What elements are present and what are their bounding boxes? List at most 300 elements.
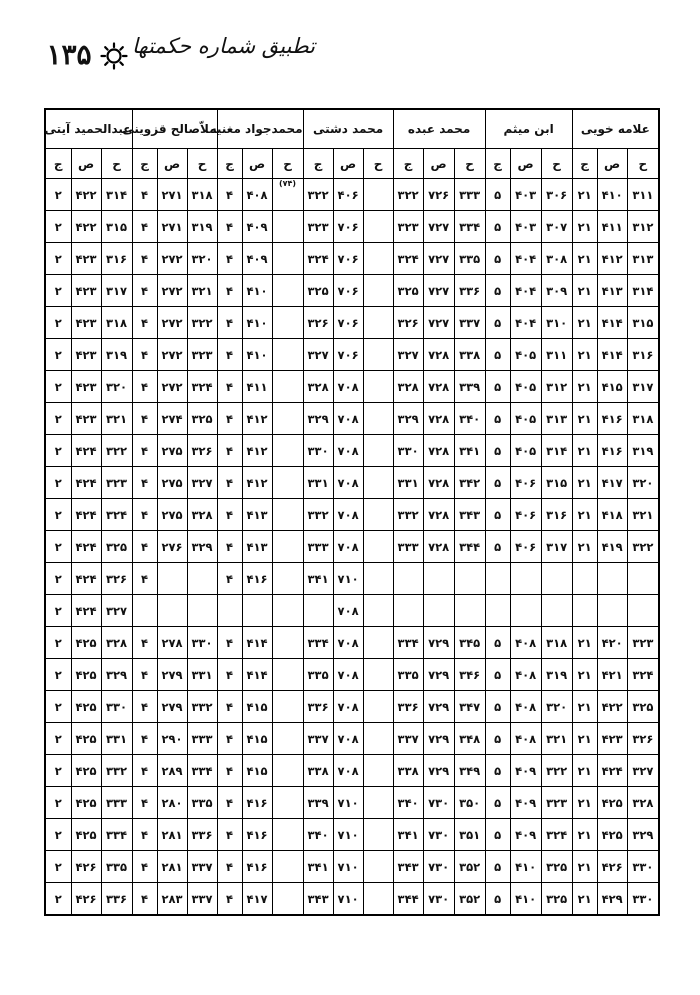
sub-header: ح: [363, 149, 393, 179]
sub-header: ص: [597, 149, 627, 179]
table-cell: ۴۲۵: [71, 659, 101, 691]
table-cell: ۳۲۱: [627, 499, 659, 531]
table-cell: ۴: [217, 691, 242, 723]
table-cell: ۴: [132, 307, 157, 339]
table-cell: ۲۷۶: [157, 531, 187, 563]
table-cell: ۳۱۵: [541, 467, 572, 499]
table-cell: ۷۰۸: [333, 627, 363, 659]
table-cell: ۳۲۳: [303, 211, 333, 243]
table-cell: ۳۳۵: [101, 851, 132, 883]
table-cell: ۷۲۸: [423, 371, 454, 403]
table-cell: ۳۲۴: [303, 243, 333, 275]
table-cell: ۷۰۸: [333, 467, 363, 499]
table-cell: ۴: [217, 531, 242, 563]
table-cell: ۷۰۸: [333, 531, 363, 563]
empty-cell: [272, 595, 303, 627]
table-cell: ۳۲۴: [541, 819, 572, 851]
table-cell: ۳۲۳: [187, 339, 217, 371]
table-cell: ۲۷۵: [157, 499, 187, 531]
table-cell: [597, 595, 627, 627]
table-cell: ۷۰۸: [333, 595, 363, 627]
table-cell: ۳۳۰: [187, 627, 217, 659]
sub-header: ج: [572, 149, 597, 179]
table-cell: ۵: [485, 307, 510, 339]
table-cell: ۵: [485, 403, 510, 435]
empty-cell: [363, 659, 393, 691]
table-cell: [541, 563, 572, 595]
sub-header: ح: [187, 149, 217, 179]
table-cell: ۴۰۴: [510, 275, 541, 307]
sub-header: ح: [541, 149, 572, 179]
group-header: محمد دشتى: [303, 109, 393, 149]
table-cell: ۲: [45, 755, 71, 787]
table-row: [45, 499, 659, 531]
table-cell: ۳۲۰: [187, 243, 217, 275]
table-cell: ۳۲۱: [541, 723, 572, 755]
table-cell: ۳۲۲: [101, 435, 132, 467]
table-cell: ۴۱۱: [597, 211, 627, 243]
table-cell: ۵: [485, 211, 510, 243]
table-cell: [627, 595, 659, 627]
table-cell: ۲: [45, 339, 71, 371]
table-cell: ۲۷۵: [157, 435, 187, 467]
table-cell: [303, 595, 333, 627]
table-cell: ۳۳۸: [454, 339, 485, 371]
table-cell: ۳۳۰: [627, 851, 659, 883]
table-cell: ۵: [485, 755, 510, 787]
table-cell: ۳۲۵: [541, 883, 572, 916]
table-cell: ۳۱۴: [101, 179, 132, 211]
table-cell: [217, 595, 242, 627]
table-cell: ۴۲۱: [597, 659, 627, 691]
table-cell: ۴۱۶: [242, 787, 272, 819]
table-cell: ۲۱: [572, 467, 597, 499]
table-cell: ۳۳۳: [101, 787, 132, 819]
table-cell: ۲: [45, 435, 71, 467]
table-cell: ۳۳۹: [303, 787, 333, 819]
table-cell: ۳۴۳: [454, 499, 485, 531]
table-cell: ۲۱: [572, 339, 597, 371]
group-header: محمدجواد مغنيه: [217, 109, 303, 149]
table-cell: ۴۰۹: [510, 755, 541, 787]
table-cell: ۲۱: [572, 787, 597, 819]
table-cell: ۴۲۶: [71, 883, 101, 916]
empty-cell: [272, 307, 303, 339]
table-cell: ۳۳۷: [454, 307, 485, 339]
table-cell: ۲: [45, 787, 71, 819]
table-cell: ۵: [485, 275, 510, 307]
table-cell: ۷۲۷: [423, 275, 454, 307]
table-cell: ۳۳۶: [187, 819, 217, 851]
table-body: [45, 179, 659, 916]
table-cell: ۲۷۲: [157, 339, 187, 371]
table-cell: ۴: [217, 371, 242, 403]
table-cell: ۴: [132, 467, 157, 499]
table-row: [45, 883, 659, 916]
table-cell: ۳۴۱: [303, 563, 333, 595]
empty-cell: [363, 339, 393, 371]
table-cell: ۳۱۹: [627, 435, 659, 467]
table-cell: ۷۱۰: [333, 851, 363, 883]
group-header: ملاّصالح قزوينى: [132, 109, 217, 149]
table-cell: ۳۳۱: [303, 467, 333, 499]
table-cell: ۴۰۴: [510, 307, 541, 339]
table-cell: ۳۳۲: [187, 691, 217, 723]
table-cell: ۳۲۹: [627, 819, 659, 851]
empty-cell: [272, 563, 303, 595]
table-cell: ۳۱۳: [627, 243, 659, 275]
empty-cell: [272, 531, 303, 563]
table-cell: ۷۰۸: [333, 499, 363, 531]
table-cell: ۷۲۸: [423, 467, 454, 499]
table-cell: ۴۲۵: [71, 627, 101, 659]
table-cell: ۴۰۹: [242, 211, 272, 243]
table-cell: [187, 563, 217, 595]
table-cell: ۴۲۵: [71, 691, 101, 723]
table-cell: ۳۱۱: [627, 179, 659, 211]
table-cell: ۷۳۰: [423, 787, 454, 819]
empty-cell: [272, 723, 303, 755]
table-cell: ۳۴۰: [393, 787, 423, 819]
table-cell: ۲۱: [572, 819, 597, 851]
table-cell: ۷۲۸: [423, 339, 454, 371]
table-cell: [393, 595, 423, 627]
table-cell: ۳۱۶: [627, 339, 659, 371]
table-cell: ۲۱: [572, 851, 597, 883]
table-cell: ۴: [132, 659, 157, 691]
table-cell: ۳۲۷: [303, 339, 333, 371]
table-cell: ۴۰۶: [510, 467, 541, 499]
table-cell: ۵: [485, 883, 510, 916]
table-cell: ۳۳۰: [627, 883, 659, 916]
table-cell: ۷۰۸: [333, 755, 363, 787]
table-cell: ۳۲۸: [627, 787, 659, 819]
table-cell: ۴: [217, 723, 242, 755]
table-cell: ۳۲۸: [101, 627, 132, 659]
table-cell: ۴۱۲: [597, 243, 627, 275]
table-cell: ۳۲۴: [187, 371, 217, 403]
table-cell: ۵: [485, 243, 510, 275]
table-cell: ۲۱: [572, 883, 597, 916]
table-cell: ۴۲۴: [71, 435, 101, 467]
table-cell: ۷۰۸: [333, 691, 363, 723]
table-row: [45, 851, 659, 883]
table-cell: ۳۳۵: [393, 659, 423, 691]
table-cell: ۴۲۹: [597, 883, 627, 916]
table-cell: ۳۲۵: [627, 691, 659, 723]
sub-header: ج: [485, 149, 510, 179]
table-cell: ۴۱۴: [242, 627, 272, 659]
table-cell: ۲: [45, 499, 71, 531]
table-cell: ۲۱: [572, 435, 597, 467]
table-cell: ۳۴۴: [393, 883, 423, 916]
table-cell: ۴۱۶: [242, 819, 272, 851]
empty-cell: [363, 467, 393, 499]
table-cell: ۳۵۱: [454, 819, 485, 851]
table-cell: ۴: [132, 691, 157, 723]
table-cell: ۷۰۶: [333, 243, 363, 275]
table-cell: ۴۲۲: [597, 691, 627, 723]
empty-cell: [272, 659, 303, 691]
table-cell: ۴۱۰: [242, 339, 272, 371]
empty-cell: [272, 851, 303, 883]
table-cell: ۴۰۵: [510, 435, 541, 467]
table-cell: ۵: [485, 819, 510, 851]
table-cell: [132, 595, 157, 627]
table-cell: ۴۱۲: [242, 435, 272, 467]
empty-cell: [272, 403, 303, 435]
table-cell: ۲۸۱: [157, 819, 187, 851]
table-cell: [485, 563, 510, 595]
table-cell: ۳۲۵: [393, 275, 423, 307]
table-cell: ۵: [485, 723, 510, 755]
sub-header: ح: [101, 149, 132, 179]
table-cell: ۵: [485, 787, 510, 819]
table-cell: ۴۲۲: [71, 179, 101, 211]
table-cell: ۲: [45, 659, 71, 691]
table-cell: ۳۱۳: [541, 403, 572, 435]
table-row: [45, 339, 659, 371]
table-cell: ۴: [217, 403, 242, 435]
table-cell: ۲۷۹: [157, 659, 187, 691]
table-cell: ۳۳۱: [187, 659, 217, 691]
table-cell: ۵: [485, 851, 510, 883]
table-cell: ۷۰۸: [333, 435, 363, 467]
table-cell: ۴: [132, 531, 157, 563]
table-cell: ۴: [217, 755, 242, 787]
table-cell: ۲: [45, 211, 71, 243]
table-cell: ۳۳۶: [454, 275, 485, 307]
table-cell: ۴: [217, 211, 242, 243]
table-cell: ۲۱: [572, 275, 597, 307]
table-cell: ۴۱۱: [242, 371, 272, 403]
table-cell: ۳۲۹: [101, 659, 132, 691]
table-cell: ۷۱۰: [333, 883, 363, 916]
table-cell: ۴: [217, 435, 242, 467]
table-cell: ۳۲۹: [303, 403, 333, 435]
table-cell: ۴۱۰: [597, 179, 627, 211]
table-cell: [454, 595, 485, 627]
empty-cell: [272, 339, 303, 371]
table-cell: ۷۲۹: [423, 691, 454, 723]
table-cell: ۵: [485, 179, 510, 211]
table-cell: ۴: [217, 627, 242, 659]
table-cell: ۳۲۸: [393, 371, 423, 403]
table-cell: ۴: [217, 243, 242, 275]
table-header: [45, 109, 659, 179]
group-header: ابن ميثم: [485, 109, 572, 149]
empty-cell: [272, 883, 303, 916]
table-cell: ۴: [132, 723, 157, 755]
table-cell: ۳۱۲: [627, 211, 659, 243]
table-cell: ۷۱۰: [333, 819, 363, 851]
table-cell: ۳۱۷: [101, 275, 132, 307]
table-cell: ۳۲۲: [541, 755, 572, 787]
table-cell: ۳۲۶: [627, 723, 659, 755]
table-cell: ۴۰۹: [510, 787, 541, 819]
table-cell: ۴: [132, 563, 157, 595]
empty-cell: [272, 627, 303, 659]
table-cell: ۲: [45, 243, 71, 275]
table-cell: ۳۳۶: [393, 691, 423, 723]
table-cell: ۲: [45, 723, 71, 755]
table-cell: ۴۰۹: [242, 243, 272, 275]
table-cell: ۳۵۲: [454, 851, 485, 883]
table-cell: ۵: [485, 659, 510, 691]
table-cell: ۲: [45, 371, 71, 403]
table-cell: ۴۲۴: [71, 467, 101, 499]
table-cell: ۳۰۹: [541, 275, 572, 307]
table-cell: [510, 563, 541, 595]
table-cell: ۳۳۷: [303, 723, 333, 755]
page-number: ۱۳۵: [46, 38, 92, 71]
table-cell: ۳۲۴: [627, 659, 659, 691]
table-cell: ۳۱۵: [627, 307, 659, 339]
table-cell: ۳۳۸: [303, 755, 333, 787]
table-cell: ۳۱۹: [541, 659, 572, 691]
table-cell: ۲۱: [572, 531, 597, 563]
table-cell: ۴۲۶: [71, 851, 101, 883]
table-cell: ۴۱۳: [242, 531, 272, 563]
table-cell: ۳۴۶: [454, 659, 485, 691]
empty-cell: [272, 819, 303, 851]
table-cell: [485, 595, 510, 627]
table-cell: ۴: [217, 659, 242, 691]
table-cell: ۳۳۳: [187, 723, 217, 755]
table-cell: ۳۲۴: [393, 243, 423, 275]
table-row: [45, 275, 659, 307]
table-row: [45, 467, 659, 499]
empty-cell: [272, 211, 303, 243]
table-cell: ۳۱۹: [187, 211, 217, 243]
table-cell: ۲۱: [572, 211, 597, 243]
table-cell: ۳۴۷: [454, 691, 485, 723]
table-cell: ۷۲۷: [423, 243, 454, 275]
table-cell: ۴۲۵: [597, 787, 627, 819]
table-cell: ۳۲۱: [187, 275, 217, 307]
table-cell: ۷۲۹: [423, 755, 454, 787]
table-cell: ۷۲۷: [423, 307, 454, 339]
table-cell: ۳۳۸: [393, 755, 423, 787]
empty-cell: [363, 563, 393, 595]
empty-cell: [272, 467, 303, 499]
table-cell: ۴۱۰: [242, 275, 272, 307]
page-title: تطبیق شماره حکمتها: [132, 34, 316, 58]
table-cell: ۴۰۹: [510, 819, 541, 851]
table-cell: ۲۱: [572, 723, 597, 755]
table-cell: [393, 563, 423, 595]
sub-header: ج: [132, 149, 157, 179]
table-cell: ۵: [485, 691, 510, 723]
table-cell: ۳۳۰: [101, 691, 132, 723]
table-cell: ۷۱۰: [333, 563, 363, 595]
table-cell: [510, 595, 541, 627]
table-cell: ۳۳۲: [393, 499, 423, 531]
table-cell: ۳۲۲: [303, 179, 333, 211]
empty-cell: [363, 691, 393, 723]
table-cell: ۲۱: [572, 499, 597, 531]
empty-cell: [363, 883, 393, 916]
table-cell: ۲: [45, 883, 71, 916]
table-cell: ۳۳۰: [303, 435, 333, 467]
table-cell: ۳۲۰: [541, 691, 572, 723]
table-cell: ۴۰۵: [510, 403, 541, 435]
table-cell: ۴: [217, 787, 242, 819]
table-cell: [187, 595, 217, 627]
table-cell: ۳۳۹: [454, 371, 485, 403]
table-cell: ۳۲۶: [101, 563, 132, 595]
table-cell: ۳۲۶: [393, 307, 423, 339]
table-cell: ۲: [45, 531, 71, 563]
table-cell: ۳۰۸: [541, 243, 572, 275]
table-cell: ۵: [485, 339, 510, 371]
table-cell: ۴: [132, 851, 157, 883]
table-cell: ۳۲۷: [627, 755, 659, 787]
table-cell: ۴۱۶: [242, 851, 272, 883]
table-cell: ۳۲۵: [541, 851, 572, 883]
table-cell: ۳۱۶: [101, 243, 132, 275]
table-cell: ۴: [217, 467, 242, 499]
table-cell: ۴۱۴: [597, 339, 627, 371]
table-cell: ۴۱۰: [242, 307, 272, 339]
table-cell: ۳۲۷: [101, 595, 132, 627]
table-cell: [541, 595, 572, 627]
table-cell: ۳۴۲: [454, 467, 485, 499]
table-cell: ۴۲۵: [71, 819, 101, 851]
table-cell: ۴: [132, 627, 157, 659]
table-cell: ۳۲۶: [187, 435, 217, 467]
empty-cell: [272, 755, 303, 787]
table-cell: ۴۱۵: [242, 723, 272, 755]
table-row: [45, 563, 659, 595]
table-cell: [627, 563, 659, 595]
table-cell: ۳۲۴: [101, 499, 132, 531]
table-cell: ۴۲۴: [71, 499, 101, 531]
empty-cell: [272, 499, 303, 531]
table-cell: ۴۲۲: [71, 211, 101, 243]
table-cell: ۲: [45, 179, 71, 211]
table-cell: ۷۲۷: [423, 211, 454, 243]
table-cell: ۳۳۶: [101, 883, 132, 916]
sub-header: ص: [242, 149, 272, 179]
table-cell: ۴: [132, 275, 157, 307]
table-cell: ۲۷۲: [157, 371, 187, 403]
table-cell: ۳۲۳: [627, 627, 659, 659]
table-cell: ۳۳۵: [187, 787, 217, 819]
table-cell: ۲۷۹: [157, 691, 187, 723]
table-cell: ۲۱: [572, 403, 597, 435]
table-cell: ۴۰۵: [510, 371, 541, 403]
sub-header: ح: [272, 149, 303, 179]
empty-cell: [363, 499, 393, 531]
table-cell: ۳۳۲: [303, 499, 333, 531]
table-row: [45, 435, 659, 467]
table-cell: ۳۱۰: [541, 307, 572, 339]
empty-cell: [363, 819, 393, 851]
table-cell: ۷۲۸: [423, 499, 454, 531]
table-row: [45, 307, 659, 339]
table-cell: ۴: [217, 883, 242, 916]
table-row: [45, 531, 659, 563]
table-cell: ۲: [45, 851, 71, 883]
table-cell: ۴۱۶: [597, 403, 627, 435]
table-cell: ۵: [485, 467, 510, 499]
empty-cell: [363, 435, 393, 467]
table-cell: ۲۷۲: [157, 275, 187, 307]
table-cell: ۴۲۳: [71, 339, 101, 371]
table-cell: ۲۷۱: [157, 211, 187, 243]
table-cell: ۴۱۳: [242, 499, 272, 531]
